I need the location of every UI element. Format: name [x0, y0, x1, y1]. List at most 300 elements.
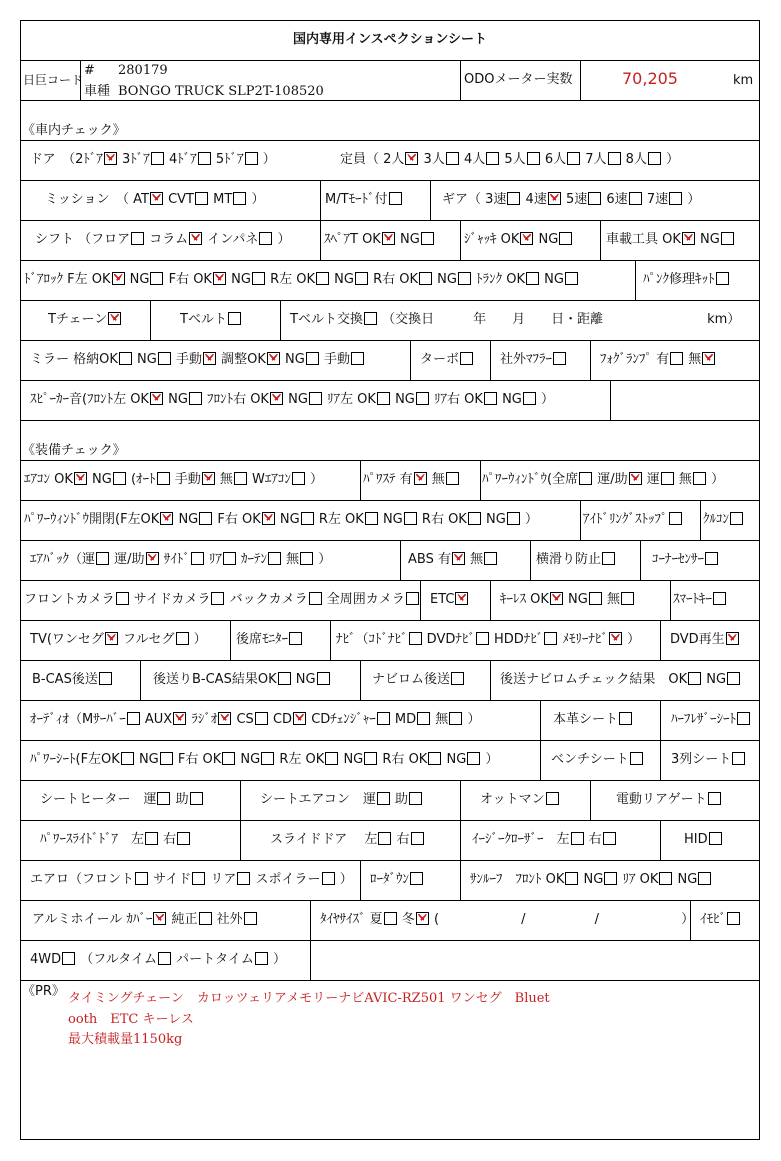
checkbox[interactable]: [218, 712, 231, 725]
grid-line: [610, 380, 611, 420]
checkbox[interactable]: [476, 632, 489, 645]
check-label: 本革シート: [553, 712, 619, 727]
check-group-r4-0: [24, 272, 579, 288]
checkbox[interactable]: [409, 632, 422, 645]
checkbox[interactable]: [698, 872, 711, 885]
check-label: ）: [339, 872, 353, 887]
grid-line: [20, 980, 760, 981]
check-label: 助: [394, 792, 408, 807]
grid-line: [460, 860, 461, 900]
checkbox[interactable]: [195, 192, 208, 205]
checkbox[interactable]: [202, 472, 215, 485]
check-label: NG: [92, 472, 112, 487]
checkbox[interactable]: [486, 152, 499, 165]
check-label: 電動リアゲート: [616, 792, 707, 807]
checkbox[interactable]: [96, 552, 109, 565]
check-label: 横滑り防止: [536, 552, 602, 567]
check-group-e7-0: [30, 712, 480, 728]
checkbox[interactable]: [157, 472, 170, 485]
checkbox[interactable]: [211, 592, 224, 605]
check-label: R右 OK: [382, 752, 428, 767]
checkbox[interactable]: [176, 632, 189, 645]
checkbox[interactable]: [619, 712, 632, 725]
check-label: ミラー 格納OK: [30, 352, 118, 367]
checkbox[interactable]: [409, 792, 422, 805]
checkbox[interactable]: [565, 272, 578, 285]
checkbox[interactable]: [693, 472, 706, 485]
check-group-e9-2: [480, 792, 560, 808]
checkbox[interactable]: [108, 312, 121, 325]
checkbox[interactable]: [113, 472, 126, 485]
checkbox[interactable]: [669, 512, 682, 525]
checkbox[interactable]: [364, 312, 377, 325]
checkbox[interactable]: [484, 392, 497, 405]
checkbox[interactable]: [467, 752, 480, 765]
check-label: 社外: [216, 912, 243, 927]
check-group-e3-1: [408, 552, 498, 568]
check-label: スポイラー: [255, 872, 321, 887]
check-label: NG: [343, 752, 364, 767]
checkbox[interactable]: [608, 152, 621, 165]
checkbox[interactable]: [559, 232, 572, 245]
grid-line: [660, 820, 661, 860]
grid-line: [20, 220, 760, 221]
checkbox[interactable]: [389, 192, 402, 205]
check-label: 全周囲カメラ: [326, 592, 405, 607]
check-label: ）: [277, 232, 291, 247]
grid-line: [310, 940, 311, 980]
check-label: 3人: [423, 152, 445, 167]
checkbox[interactable]: [213, 272, 226, 285]
grid-line: [20, 900, 760, 901]
check-label: 8人: [625, 152, 647, 167]
grid-line: [670, 580, 671, 620]
checkbox[interactable]: [507, 512, 520, 525]
checkbox[interactable]: [289, 632, 302, 645]
check-group-r3-3: [606, 232, 735, 248]
grid-line: [530, 540, 531, 580]
check-group-e1-1: [363, 472, 460, 488]
checkbox[interactable]: [705, 552, 718, 565]
checkbox[interactable]: [417, 712, 430, 725]
check-label: ｸﾙｺﾝ: [703, 512, 729, 527]
grid-line: [140, 660, 141, 700]
check-label: ﾗｼﾞｵ: [191, 712, 218, 727]
checkbox[interactable]: [449, 712, 462, 725]
check-group-e11-0: [30, 872, 353, 888]
check-label: NG: [544, 272, 564, 287]
checkbox[interactable]: [237, 872, 250, 885]
grid-line: [20, 420, 760, 421]
check-label: R左 OK: [279, 752, 325, 767]
check-label: NG: [700, 232, 720, 247]
checkbox[interactable]: [416, 392, 429, 405]
check-label: 6人: [544, 152, 567, 167]
checkbox[interactable]: [150, 392, 163, 405]
grid-line: [320, 220, 321, 260]
checkbox[interactable]: [190, 792, 203, 805]
check-label: 無: [286, 552, 300, 567]
check-label: ﾄﾗﾝｸ OK: [476, 272, 526, 287]
check-group-e10-0: [40, 832, 191, 848]
checkbox[interactable]: [177, 832, 190, 845]
checkbox[interactable]: [244, 912, 257, 925]
checkbox[interactable]: [730, 512, 743, 525]
grid-line: [20, 660, 760, 661]
check-label: NG: [583, 872, 604, 887]
checkbox[interactable]: [661, 472, 674, 485]
checkbox[interactable]: [716, 272, 729, 285]
check-label: ）: [262, 152, 276, 167]
grid-line: [640, 540, 641, 580]
check-label: ｷｰﾚｽ OK: [500, 592, 549, 607]
checkbox[interactable]: [523, 392, 536, 405]
checkbox[interactable]: [721, 232, 734, 245]
checkbox[interactable]: [365, 512, 378, 525]
checkbox[interactable]: [419, 272, 432, 285]
checkbox[interactable]: [713, 592, 726, 605]
check-label: NG: [382, 512, 403, 527]
checkbox[interactable]: [377, 712, 390, 725]
checkbox[interactable]: [158, 352, 171, 365]
check-label: ﾊﾟﾜｽﾃ 有: [363, 472, 413, 487]
checkbox[interactable]: [377, 392, 390, 405]
checkbox[interactable]: [404, 512, 417, 525]
checkbox[interactable]: [446, 152, 459, 165]
checkbox[interactable]: [451, 672, 464, 685]
check-label: TV(ワンセグ: [30, 632, 104, 647]
checkbox[interactable]: [268, 552, 281, 565]
checkbox[interactable]: [550, 592, 563, 605]
checkbox[interactable]: [317, 672, 330, 685]
checkbox[interactable]: [145, 832, 158, 845]
check-label: ABS 有: [408, 552, 451, 567]
checkbox[interactable]: [322, 872, 335, 885]
checkbox[interactable]: [203, 352, 216, 365]
check-label: ）: [627, 632, 641, 647]
grid-line: [20, 460, 760, 461]
checkbox[interactable]: [300, 552, 313, 565]
checkbox[interactable]: [160, 752, 173, 765]
check-label: NG: [538, 232, 559, 247]
checkbox[interactable]: [629, 472, 642, 485]
checkbox[interactable]: [452, 552, 465, 565]
checkbox[interactable]: [421, 232, 434, 245]
check-group-e1-2: [482, 472, 724, 488]
check-label: 無: [688, 352, 702, 367]
check-label: NG: [137, 352, 157, 367]
check-label: ﾘｱ右 OK: [434, 392, 483, 407]
checkbox[interactable]: [259, 232, 272, 245]
check-group-r5-2: [290, 312, 740, 328]
check-label: ）: [251, 192, 265, 207]
check-label: ﾊﾟﾜｰｳｨﾝﾄﾞｳ(全席: [482, 472, 579, 487]
checkbox[interactable]: [189, 392, 202, 405]
checkbox[interactable]: [293, 712, 306, 725]
checkbox[interactable]: [384, 912, 397, 925]
checkbox[interactable]: [151, 152, 164, 165]
check-label: NG: [395, 392, 415, 407]
grid-line: [360, 660, 361, 700]
check-group-r6-0: [30, 352, 365, 368]
checkbox[interactable]: [146, 552, 159, 565]
checkbox[interactable]: [414, 472, 427, 485]
check-group-r3-0: [35, 232, 291, 248]
check-label: 4人: [463, 152, 486, 167]
check-label: DVD再生: [670, 632, 725, 647]
checkbox[interactable]: [316, 272, 329, 285]
checkbox[interactable]: [571, 832, 584, 845]
grid-line: [540, 740, 541, 780]
checkbox[interactable]: [546, 792, 559, 805]
checkbox[interactable]: [292, 472, 305, 485]
check-group-e3-0: [30, 552, 331, 568]
checkbox[interactable]: [405, 152, 418, 165]
checkbox[interactable]: [234, 472, 247, 485]
grid-line: [20, 340, 760, 341]
check-label: MD: [394, 712, 417, 727]
check-label: サイド: [153, 872, 192, 887]
checkbox[interactable]: [199, 512, 212, 525]
check-label: 4速: [525, 192, 547, 207]
check-label: ）: [318, 552, 332, 567]
check-label: NG: [288, 392, 308, 407]
grid-line: [540, 700, 541, 740]
check-label: リア: [210, 872, 237, 887]
checkbox[interactable]: [544, 632, 557, 645]
grid-line: [400, 540, 401, 580]
checkbox[interactable]: [428, 752, 441, 765]
checkbox[interactable]: [198, 152, 211, 165]
check-label: ）: [310, 472, 324, 487]
checkbox[interactable]: [355, 272, 368, 285]
checkbox[interactable]: [191, 552, 204, 565]
pr-label: 《PR》: [22, 984, 65, 999]
checkbox[interactable]: [708, 792, 721, 805]
checkbox[interactable]: [604, 872, 617, 885]
checkbox[interactable]: [484, 552, 497, 565]
check-label: 無: [470, 552, 484, 567]
check-label: ( / / ）: [433, 912, 695, 927]
checkbox[interactable]: [659, 872, 672, 885]
checkbox[interactable]: [252, 272, 265, 285]
grid-line: [430, 180, 431, 220]
checkbox[interactable]: [74, 472, 87, 485]
checkbox[interactable]: [378, 832, 391, 845]
check-label: Tベルト交換: [290, 312, 363, 327]
checkbox[interactable]: [150, 272, 163, 285]
check-label: 定員（ 2人: [340, 152, 405, 167]
grid-line: [590, 340, 591, 380]
checkbox[interactable]: [278, 672, 291, 685]
checkbox[interactable]: [629, 192, 642, 205]
section-equipment-heading: 《装備チェック》: [22, 443, 126, 458]
checkbox[interactable]: [131, 232, 144, 245]
checkbox[interactable]: [261, 752, 274, 765]
checkbox[interactable]: [223, 552, 236, 565]
checkbox[interactable]: [726, 632, 739, 645]
grid-line: [20, 820, 760, 821]
checkbox[interactable]: [688, 672, 701, 685]
checkbox[interactable]: [410, 872, 423, 885]
checkbox[interactable]: [567, 152, 580, 165]
checkbox[interactable]: [579, 472, 592, 485]
checkbox[interactable]: [189, 232, 202, 245]
checkbox[interactable]: [153, 912, 166, 925]
check-group-r3-2: [464, 232, 573, 248]
checkbox[interactable]: [119, 352, 132, 365]
checkbox[interactable]: [548, 192, 561, 205]
check-label: R左 OK: [270, 272, 315, 287]
check-label: ｵｰﾃﾞｨｵ（Mｻｰﾊﾞｰ: [30, 712, 126, 727]
checkbox[interactable]: [727, 912, 740, 925]
check-group-e9-0: [40, 792, 204, 808]
grid-line: [20, 580, 760, 581]
check-label: ﾛｰﾀﾞｳﾝ: [370, 872, 409, 887]
check-label: NG: [240, 752, 261, 767]
checkbox[interactable]: [727, 672, 740, 685]
check-label: （交換日 年 月 日・距離 km）: [382, 312, 741, 327]
checkbox[interactable]: [527, 152, 540, 165]
checkbox[interactable]: [262, 512, 275, 525]
check-label: NG: [485, 512, 506, 527]
checkbox[interactable]: [99, 672, 112, 685]
check-label: CS: [236, 712, 254, 727]
check-group-r5-1: [180, 312, 242, 328]
check-label: 純正: [171, 912, 198, 927]
checkbox[interactable]: [309, 592, 322, 605]
checkbox[interactable]: [267, 352, 280, 365]
checkbox[interactable]: [602, 552, 615, 565]
check-label: ）: [273, 952, 287, 967]
checkbox[interactable]: [158, 952, 171, 965]
checkbox[interactable]: [589, 592, 602, 605]
check-label: M/Tﾓｰﾄﾞ付: [325, 192, 388, 207]
check-group-e6-2: [372, 672, 465, 688]
odo-value: 70,205: [622, 69, 678, 88]
checkbox[interactable]: [160, 512, 173, 525]
checkbox[interactable]: [411, 832, 424, 845]
checkbox[interactable]: [245, 152, 258, 165]
check-group-e13-0: [30, 952, 286, 968]
checkbox[interactable]: [682, 232, 695, 245]
checkbox[interactable]: [255, 952, 268, 965]
check-label: ﾊﾟﾝｸ修理ｷｯﾄ: [643, 272, 715, 287]
checkbox[interactable]: [135, 872, 148, 885]
check-label: ｽﾍﾟｱT OK: [324, 232, 381, 247]
check-group-e1-0: [24, 472, 323, 488]
check-label: フロントカメラ: [24, 592, 115, 607]
checkbox[interactable]: [520, 232, 533, 245]
grid-line: [490, 580, 491, 620]
checkbox[interactable]: [192, 872, 205, 885]
check-group-e5-0: [30, 632, 207, 648]
checkbox[interactable]: [737, 712, 750, 725]
checkbox[interactable]: [121, 752, 134, 765]
check-label: NG: [706, 672, 727, 687]
checkbox[interactable]: [460, 352, 473, 365]
checkbox[interactable]: [669, 192, 682, 205]
check-label: R右 OK: [421, 512, 467, 527]
checkbox[interactable]: [458, 272, 471, 285]
checkbox[interactable]: [377, 792, 390, 805]
check-label: 4WD: [30, 952, 62, 967]
checkbox[interactable]: [112, 272, 125, 285]
check-label: ）: [485, 752, 499, 767]
check-label: ﾘｱ: [208, 552, 222, 567]
checkbox[interactable]: [325, 752, 338, 765]
checkbox[interactable]: [157, 792, 170, 805]
checkbox[interactable]: [228, 312, 241, 325]
checkbox[interactable]: [732, 752, 745, 765]
check-group-e8-2: [671, 752, 746, 768]
grid-line: [660, 740, 661, 780]
checkbox[interactable]: [670, 352, 683, 365]
check-label: ターボ: [420, 352, 460, 367]
checkbox[interactable]: [565, 872, 578, 885]
checkbox[interactable]: [446, 472, 459, 485]
check-group-r1-1: [340, 152, 679, 168]
check-label: 無: [431, 472, 445, 487]
checkbox[interactable]: [468, 512, 481, 525]
grid-line: [150, 300, 151, 340]
check-label: 右: [396, 832, 410, 847]
checkbox[interactable]: [105, 632, 118, 645]
checkbox[interactable]: [526, 272, 539, 285]
checkbox[interactable]: [455, 592, 468, 605]
checkbox[interactable]: [199, 912, 212, 925]
grid-line: [420, 580, 421, 620]
check-label: F右 OK: [168, 272, 212, 287]
checkbox[interactable]: [702, 352, 715, 365]
checkbox[interactable]: [603, 832, 616, 845]
checkbox[interactable]: [104, 152, 117, 165]
model-label: 車種: [84, 84, 111, 99]
checkbox[interactable]: [116, 592, 129, 605]
check-label: F右 OK: [217, 512, 261, 527]
checkbox[interactable]: [306, 352, 319, 365]
checkbox[interactable]: [173, 712, 186, 725]
checkbox[interactable]: [630, 752, 643, 765]
checkbox[interactable]: [150, 192, 163, 205]
checkbox[interactable]: [270, 392, 283, 405]
checkbox[interactable]: [309, 392, 322, 405]
check-label: ）: [467, 712, 481, 727]
checkbox[interactable]: [416, 912, 429, 925]
checkbox[interactable]: [406, 592, 419, 605]
grid-line: [80, 60, 81, 100]
checkbox[interactable]: [127, 712, 140, 725]
checkbox[interactable]: [351, 352, 364, 365]
checkbox[interactable]: [588, 192, 601, 205]
checkbox[interactable]: [609, 632, 622, 645]
checkbox[interactable]: [709, 832, 722, 845]
checkbox[interactable]: [553, 352, 566, 365]
checkbox[interactable]: [301, 512, 314, 525]
checkbox[interactable]: [255, 712, 268, 725]
checkbox[interactable]: [621, 592, 634, 605]
checkbox[interactable]: [233, 192, 246, 205]
checkbox[interactable]: [222, 752, 235, 765]
checkbox[interactable]: [382, 232, 395, 245]
checkbox[interactable]: [364, 752, 377, 765]
checkbox[interactable]: [62, 952, 75, 965]
grid-line: [590, 780, 591, 820]
checkbox[interactable]: [507, 192, 520, 205]
check-group-e9-3: [616, 792, 722, 808]
checkbox[interactable]: [648, 152, 661, 165]
check-label: ﾌﾛﾝﾄ右 OK: [207, 392, 269, 407]
